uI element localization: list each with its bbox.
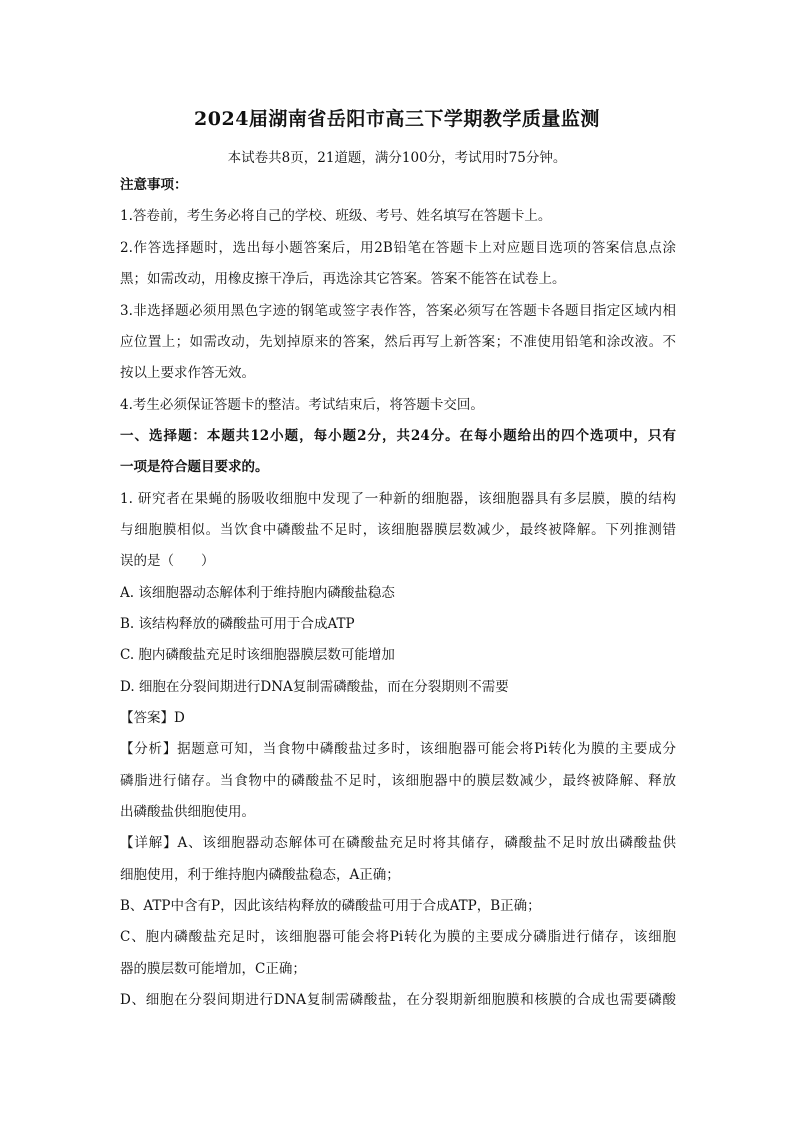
section-heading: 一、选择题：本题共12小题，每小题2分，共24分。在每小题给出的四个选项中，只有 bbox=[120, 428, 676, 444]
notice-line: 3.非选择题必须用黑色字迹的钢笔或签字表作答，答案必须写在答题卡各题目指定区域内相 bbox=[120, 303, 676, 319]
notice-line: 黑；如需改动，用橡皮擦干净后，再选涂其它答案。答案不能答在试卷上。 bbox=[120, 271, 566, 287]
notice-line: 1.答卷前，考生务必将自己的学校、班级、考号、姓名填写在答题卡上。 bbox=[120, 208, 552, 224]
question-stem: 误的是（ ） bbox=[120, 553, 215, 569]
answer: 【答案】D bbox=[120, 710, 185, 726]
question-stem: 1. 研究者在果蝇的肠吸收细胞中发现了一种新的细胞器，该细胞器具有多层膜，膜的结构 bbox=[120, 491, 676, 507]
analysis-line: 【分析】据题意可知，当食物中磷酸盐过多时，该细胞器可能会将Pi转化为膜的主要成分 bbox=[120, 741, 676, 757]
option-c: C. 胞内磷酸盐充足时该细胞器膜层数可能增加 bbox=[120, 647, 395, 663]
analysis-line: 磷脂进行储存。当食物中的磷酸盐不足时，该细胞器中的膜层数减少，最终被降解、释放 bbox=[120, 773, 676, 789]
option-d: D. 细胞在分裂间期进行DNA复制需磷酸盐，而在分裂期则不需要 bbox=[120, 679, 509, 695]
exam-info: 本试卷共8页，21道题，满分100分，考试用时75分钟。 bbox=[227, 150, 567, 166]
detail-line: C、胞内磷酸盐充足时，该细胞器可能会将Pi转化为膜的主要成分磷脂进行储存，该细胞 bbox=[120, 929, 676, 945]
detail-line: B、ATP中含有P，因此该结构释放的磷酸盐可用于合成ATP，B正确； bbox=[120, 898, 541, 914]
document-title: 2024届湖南省岳阳市高三下学期教学质量监测 bbox=[194, 108, 600, 130]
notice-heading: 注意事项： bbox=[120, 177, 188, 193]
option-b: B. 该结构释放的磷酸盐可用于合成ATP bbox=[120, 616, 355, 632]
section-heading: 一项是符合题目要求的。 bbox=[120, 459, 269, 475]
analysis-line: 出磷酸盐供细胞使用。 bbox=[120, 804, 255, 820]
notice-line: 2.作答选择题时，选出每小题答案后，用2B铅笔在答题卡上对应题目选项的答案信息点涂 bbox=[120, 240, 676, 256]
notice-line: 按以上要求作答无效。 bbox=[120, 365, 255, 381]
question-stem: 与细胞膜相似。当饮食中磷酸盐不足时，该细胞器膜层数减少，最终被降解。下列推测错 bbox=[120, 522, 676, 538]
notice-line: 应位置上；如需改动，先划掉原来的答案，然后再写上新答案；不准使用铅笔和涂改液。不 bbox=[120, 334, 676, 350]
detail-line: 【详解】A、该细胞器动态解体可在磷酸盐充足时将其储存，磷酸盐不足时放出磷酸盐供 bbox=[120, 835, 676, 851]
detail-line: D、细胞在分裂间期进行DNA复制需磷酸盐，在分裂期新细胞膜和核膜的合成也需要磷酸 bbox=[120, 992, 676, 1008]
detail-line: 器的膜层数可能增加，C正确； bbox=[120, 961, 306, 977]
option-a: A. 该细胞器动态解体利于维持胞内磷酸盐稳态 bbox=[120, 585, 395, 601]
detail-line: 细胞使用，利于维持胞内磷酸盐稳态，A正确； bbox=[120, 867, 400, 883]
notice-line: 4.考生必须保证答题卡的整洁。考试结束后，将答题卡交回。 bbox=[120, 397, 484, 413]
